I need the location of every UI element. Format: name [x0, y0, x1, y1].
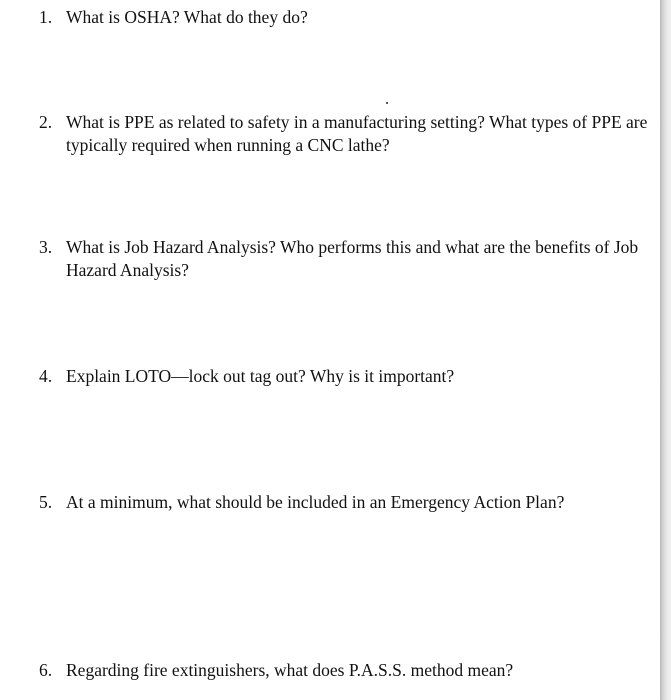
question-2: [39, 111, 654, 157]
question-text: What is PPE as related to safety in a manufacturing setting? What types of PPE are typically required when running a CNC lathe?: [66, 112, 648, 155]
question-4: [39, 365, 654, 388]
question-number: 1.: [39, 7, 53, 27]
question-number: 3.: [39, 237, 53, 257]
question-number: 5.: [39, 492, 53, 512]
question-number: 6.: [39, 660, 53, 680]
page-edge-shadow: [660, 0, 671, 700]
question-text: What is Job Hazard Analysis? Who performs this and what are the benefits of Job Hazard Analysis?: [66, 237, 639, 280]
question-number: 2.: [39, 112, 53, 132]
question-text: Explain LOTO—lock out tag out? Why is it important?: [66, 366, 455, 386]
question-text: Regarding fire extinguishers, what does P.A.S.S. method mean?: [66, 660, 514, 680]
question-6: [39, 659, 654, 682]
question-5: [39, 491, 654, 514]
stray-mark: [386, 102, 388, 104]
question-3: [39, 236, 654, 282]
question-text: At a minimum, what should be included in an Emergency Action Plan?: [66, 492, 565, 512]
question-number: 4.: [39, 366, 53, 386]
question-text: What is OSHA? What do they do?: [66, 7, 308, 27]
question-1: [39, 6, 654, 29]
